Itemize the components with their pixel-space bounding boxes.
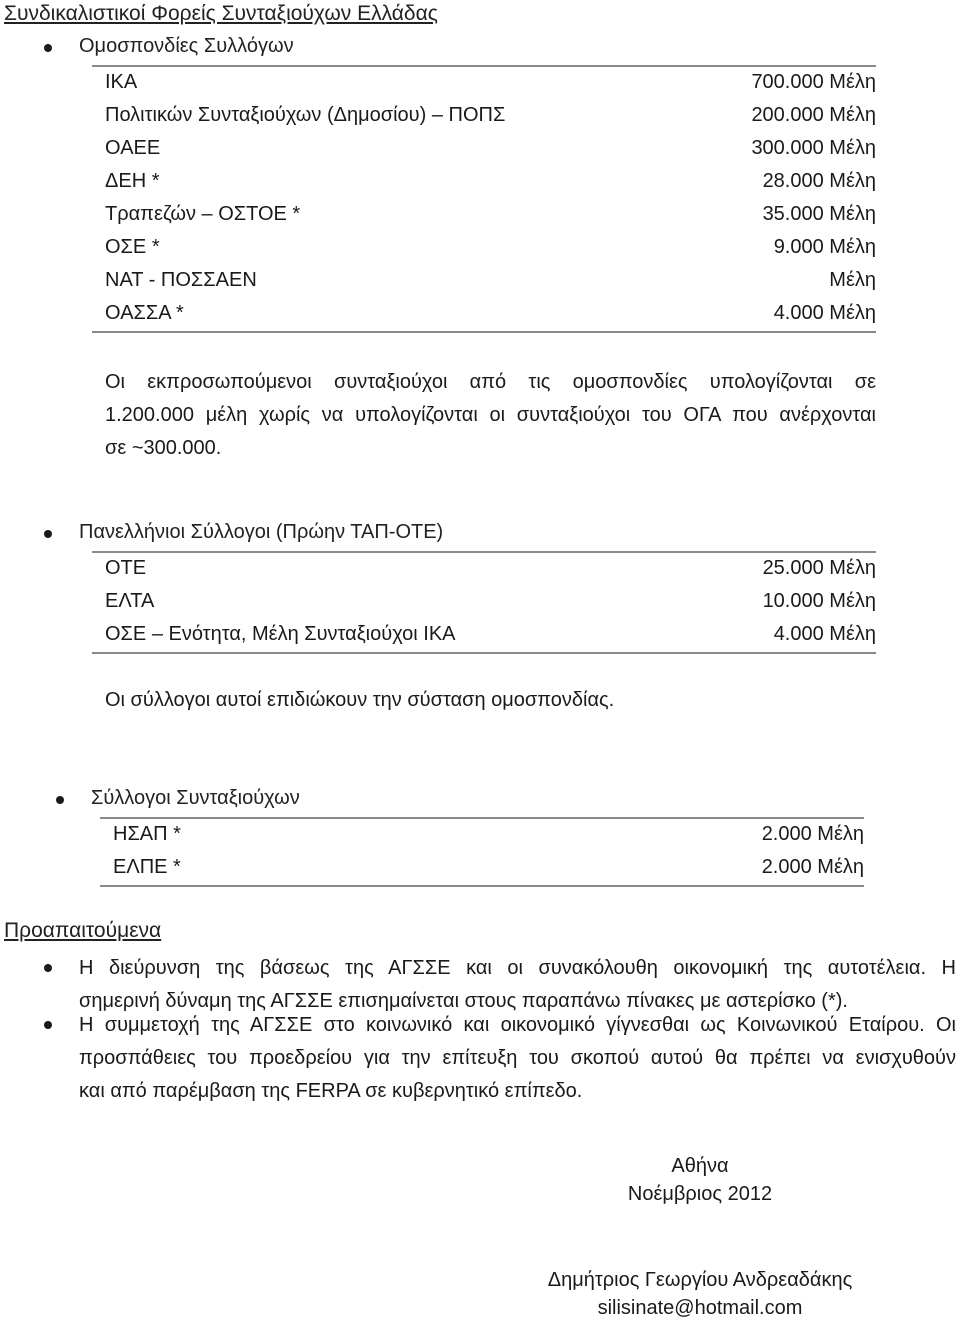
bullet-icon bbox=[56, 796, 64, 804]
row-name: ΕΛΤΑ bbox=[105, 590, 155, 612]
row-value: 200.000 Μέλη bbox=[751, 104, 876, 126]
table-row bbox=[92, 66, 876, 99]
row-name: ΔΕΗ * bbox=[105, 170, 160, 192]
prerequisite-item bbox=[79, 1009, 956, 1108]
table-row bbox=[92, 585, 876, 618]
section1-heading: Ομοσπονδίες Συλλόγων bbox=[79, 35, 294, 57]
bullet-icon bbox=[44, 964, 52, 972]
row-value: 9.000 Μέλη bbox=[773, 236, 876, 258]
section2-table bbox=[92, 551, 876, 654]
note-line: σε ~300.000. bbox=[105, 437, 222, 459]
note-line: Οι εκπροσωπούμενοι συνταξιούχοι από τις ομοσπονδίες υπολογίζονται σε bbox=[105, 371, 876, 393]
row-name: ΟΑΣΣΑ * bbox=[105, 302, 184, 324]
item-line: προσπάθειες του προεδρείου για την επίτευξη του σκοπού αυτού θα πρέπει να ενισχυθούν bbox=[79, 1047, 956, 1069]
table-bottom-rule bbox=[92, 652, 876, 654]
row-value: 35.000 Μέλη bbox=[762, 203, 876, 225]
row-name: ΝΑΤ - ΠΟΣΣΑΕΝ bbox=[105, 269, 257, 291]
row-name: ΗΣΑΠ * bbox=[113, 823, 181, 845]
row-name: ΕΛΠΕ * bbox=[113, 856, 181, 878]
row-value: 2.000 Μέλη bbox=[761, 823, 864, 845]
table-row bbox=[92, 231, 876, 264]
item-line: σημερινή δύναμη της ΑΓΣΣΕ επισημαίνεται στους παραπάνω πίνακες με αστερίσκο (*). bbox=[79, 990, 848, 1012]
row-value: 300.000 Μέλη bbox=[751, 137, 876, 159]
email-link[interactable]: silisinate@hotmail.com bbox=[597, 1297, 803, 1319]
row-name: ΟΣΕ – Ενότητα, Μέλη Συνταξιούχοι ΙΚΑ bbox=[105, 623, 456, 645]
row-value: 700.000 Μέλη bbox=[751, 71, 876, 93]
table-row bbox=[92, 198, 876, 231]
section3-heading: Σύλλογοι Συνταξιούχων bbox=[91, 787, 300, 809]
section1-note bbox=[105, 366, 876, 465]
section3-table bbox=[100, 817, 864, 887]
row-value: 2.000 Μέλη bbox=[761, 856, 864, 878]
bullet-icon bbox=[44, 1021, 52, 1029]
table-bottom-rule bbox=[100, 885, 864, 887]
note-line: 1.200.000 μέλη χωρίς να υπολογίζονται οι συνταξιούχοι του ΟΓΑ που ανέρχονται bbox=[105, 404, 876, 426]
row-value: 25.000 Μέλη bbox=[762, 557, 876, 579]
table-row bbox=[100, 818, 864, 851]
bullet-icon bbox=[44, 530, 52, 538]
table-row bbox=[92, 165, 876, 198]
row-value: 28.000 Μέλη bbox=[762, 170, 876, 192]
prerequisites-heading: Προαπαιτούμενα bbox=[4, 919, 162, 942]
row-value: Μέλη bbox=[829, 269, 876, 291]
item-line: Η διεύρυνση της βάσεως της ΑΓΣΣΕ και οι συνακόλουθη οικονομική της αυτοτέλεια. Η bbox=[79, 957, 956, 979]
table-row bbox=[92, 552, 876, 585]
document-title: Συνδικαλιστικοί Φορείς Συνταξιούχων Ελλάδας bbox=[4, 2, 438, 25]
row-name: Πολιτικών Συνταξιούχων (Δημοσίου) – ΠΟΠΣ bbox=[105, 104, 506, 126]
section2-note: Οι σύλλογοι αυτοί επιδιώκουν την σύσταση ομοσπονδίας. bbox=[105, 689, 615, 711]
row-value: 4.000 Μέλη bbox=[773, 623, 876, 645]
row-value: 10.000 Μέλη bbox=[762, 590, 876, 612]
row-name: Τραπεζών – ΟΣΤΟΕ * bbox=[105, 203, 301, 225]
row-name: ΟΣΕ * bbox=[105, 236, 160, 258]
table-bottom-rule bbox=[92, 331, 876, 333]
row-name: ΙΚΑ bbox=[105, 71, 138, 93]
section2-heading: Πανελλήνιοι Σύλλογοι (Πρώην ΤΑΠ-ΟΤΕ) bbox=[79, 521, 444, 543]
date: Νοέμβριος 2012 bbox=[627, 1183, 773, 1205]
row-name: ΟΤΕ bbox=[105, 557, 147, 579]
place: Αθήνα bbox=[671, 1155, 729, 1177]
table-row bbox=[92, 264, 876, 297]
table-row bbox=[92, 618, 876, 651]
row-name: ΟΑΕΕ bbox=[105, 137, 161, 159]
table-row bbox=[92, 297, 876, 330]
bullet-icon bbox=[44, 44, 52, 52]
item-line: Η συμμετοχή της ΑΓΣΣΕ στο κοινωνικό και οικονομικό γίγνεσθαι ως Κοινωνικού Εταίρου. Οι bbox=[79, 1014, 956, 1036]
item-line: και από παρέμβαση της FERPA σε κυβερνητικό επίπεδο. bbox=[79, 1080, 583, 1102]
table-row bbox=[100, 851, 864, 884]
author: Δημήτριος Γεωργίου Ανδρεαδάκης bbox=[547, 1269, 853, 1291]
table-row bbox=[92, 99, 876, 132]
table-row bbox=[92, 132, 876, 165]
section1-table bbox=[92, 65, 876, 333]
row-value: 4.000 Μέλη bbox=[773, 302, 876, 324]
